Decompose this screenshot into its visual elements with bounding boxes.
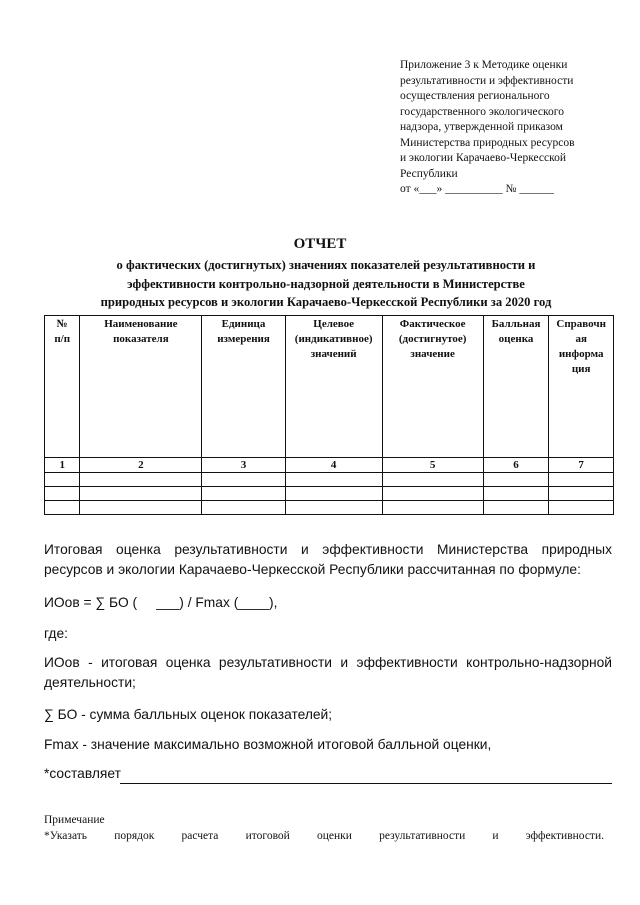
appendix-line: государственного экологического xyxy=(400,105,564,118)
table-cell xyxy=(202,501,285,515)
table-cell: 4 xyxy=(285,458,382,473)
col-header-score: Балльная оценка xyxy=(483,316,549,458)
appendix-line: Министерства природных ресурсов xyxy=(400,136,575,149)
fmax-definition: Fmax - значение максимально возможной итоговой балльной оценки, xyxy=(44,737,492,752)
table-cell xyxy=(483,487,549,501)
col-header-target-value: Целевое (индикативное) значений xyxy=(285,316,382,458)
table-cell xyxy=(285,501,382,515)
table-header-row xyxy=(45,316,614,458)
table-cell: 2 xyxy=(80,458,202,473)
table-row xyxy=(45,501,614,515)
table-cell xyxy=(80,473,202,487)
table-cell: 3 xyxy=(202,458,285,473)
where-label: где: xyxy=(44,626,68,641)
subtitle-line: о фактических (достигнутых) значениях показателей результативности и xyxy=(116,258,536,272)
subtitle-line: природных ресурсов и экологии Карачаево-Черкесской Республики за 2020 год xyxy=(100,295,552,309)
appendix-line: Республики xyxy=(400,167,458,180)
table-cell xyxy=(382,487,483,501)
table-cell xyxy=(549,501,614,515)
table-cell xyxy=(285,487,382,501)
table-cell xyxy=(549,487,614,501)
appendix-line: осуществления регионального xyxy=(400,90,550,102)
table-cell xyxy=(285,473,382,487)
appendix-line: Приложение 3 к Методике оценки xyxy=(400,59,568,71)
col-header-indicator-name: Наименование показателя xyxy=(80,316,202,458)
table-cell xyxy=(382,473,483,487)
table-cell xyxy=(382,501,483,515)
table-cell xyxy=(45,487,80,501)
note-title: Примечание xyxy=(44,814,105,826)
table-cell xyxy=(549,473,614,487)
appendix-line: результативности и эффективности xyxy=(400,74,574,87)
table-cell xyxy=(80,501,202,515)
io-definition: ИОов - итоговая оценка результативности и эффективности контрольно-надзорной деятельности; xyxy=(44,655,612,690)
table-row xyxy=(45,487,614,501)
table-row xyxy=(45,473,614,487)
table-cell: 1 xyxy=(45,458,80,473)
appendix-line: надзора, утвержденной приказом xyxy=(400,121,563,133)
note-text: *Указать порядок расчета итоговой оценки результативности и эффективности. xyxy=(44,830,604,842)
report-title: ОТЧЕТ xyxy=(293,236,347,252)
table-cell xyxy=(202,473,285,487)
table-cell xyxy=(45,473,80,487)
bo-definition: ∑ БО - сумма балльных оценок показателей; xyxy=(44,707,333,722)
col-header-number: № п/п xyxy=(45,316,80,458)
table-number-row xyxy=(45,458,614,473)
appendix-line: и экологии Карачаево-Черкесской xyxy=(400,152,567,164)
report-table xyxy=(44,315,614,515)
table-cell: 5 xyxy=(382,458,483,473)
appendix-note xyxy=(400,58,625,198)
report-subtitle xyxy=(40,256,612,312)
subtitle-line: эффективности контрольно-надзорной деятельности в Министерстве xyxy=(127,276,525,291)
table-cell xyxy=(80,487,202,501)
col-header-actual-value: Фактическое (достигнутое) значение xyxy=(382,316,483,458)
formula: ИОов = ∑ БО ( ___) / Fmax (____), xyxy=(44,595,278,610)
table-cell xyxy=(45,501,80,515)
composes-label: *составляет xyxy=(44,766,121,781)
col-header-unit: Единица измерения xyxy=(202,316,285,458)
table-cell xyxy=(202,487,285,501)
table-cell xyxy=(483,501,549,515)
table-cell: 6 xyxy=(483,458,549,473)
summary-paragraph: Итоговая оценка результативности и эффективности Министерства природных ресурсов и экологии Карачаево-Черкесской Республики рассчитанная по формуле: xyxy=(44,542,612,577)
col-header-reference-info: Справочн ая информа ция xyxy=(549,316,614,458)
table-cell xyxy=(483,473,549,487)
composes-underline xyxy=(120,783,612,784)
appendix-date-line: от «___» __________ № ______ xyxy=(400,183,554,195)
table-cell: 7 xyxy=(549,458,614,473)
